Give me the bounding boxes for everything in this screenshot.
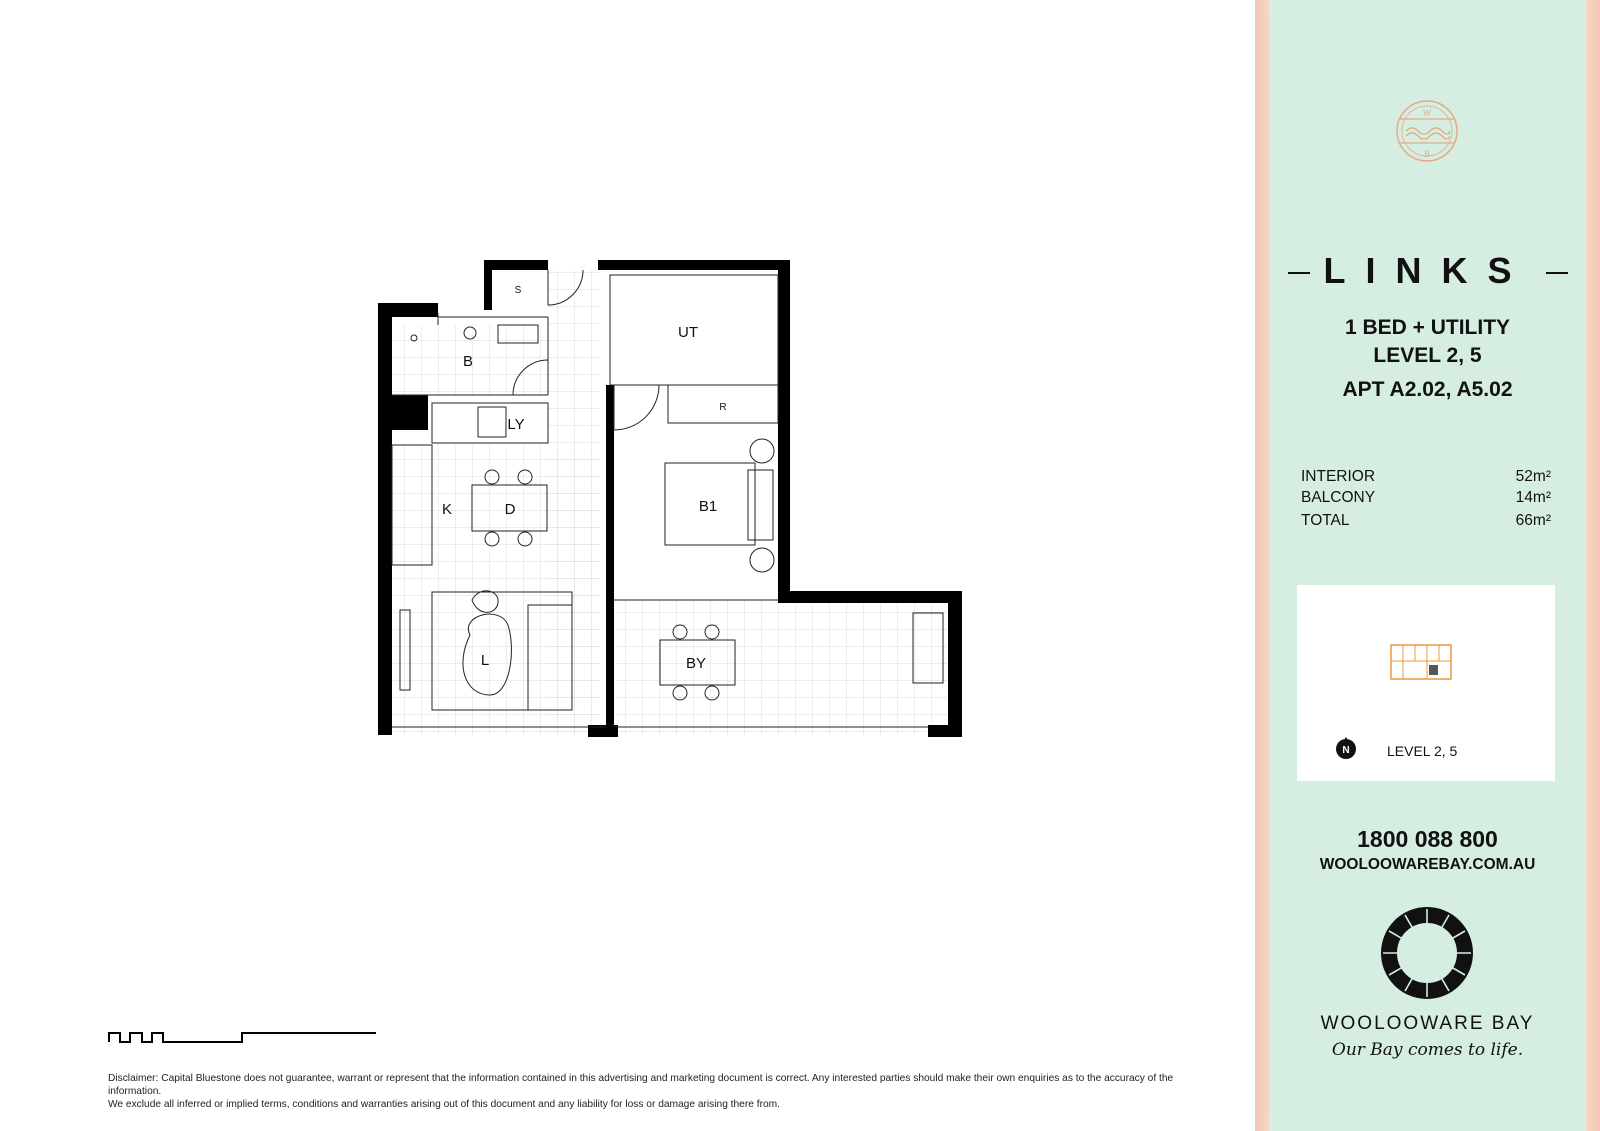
room-label-bedroom: B1 bbox=[698, 498, 718, 515]
website-link[interactable]: WOOLOOWAREBAY.COM.AU bbox=[1319, 856, 1536, 873]
scale-bar bbox=[108, 1030, 383, 1050]
building-key-plan-icon bbox=[1389, 643, 1453, 681]
disclaimer-line-1: Disclaimer: Capital Bluestone does not guarantee, warrant or represent that the information contained in this advertising and marketing document is correct. Any interested parties should make their own enquiries as to the accuracy of the information. bbox=[108, 1073, 1174, 1097]
info-sidebar bbox=[1255, 0, 1600, 1131]
room-label-living: L bbox=[480, 652, 490, 669]
area-label: BALCONY bbox=[1301, 489, 1376, 506]
disclaimer-line-2: We exclude all inferred or implied terms, conditions and warranties arising out of this document and any liability for loss or damage arising there from. bbox=[108, 1099, 780, 1110]
apartment-type: 1 BED + UTILITY bbox=[1344, 316, 1511, 339]
wooloowware-bay-ring-logo-icon bbox=[1377, 903, 1477, 1003]
north-letter: N bbox=[1342, 745, 1350, 756]
brand-name: WOOLOOWARE BAY bbox=[1320, 1013, 1535, 1034]
area-value: 66m² bbox=[1515, 512, 1551, 529]
area-value: 52m² bbox=[1515, 468, 1551, 485]
key-plan bbox=[1297, 585, 1555, 781]
phone-number[interactable]: 1800 088 800 bbox=[1357, 826, 1498, 852]
room-label-kitchen: K bbox=[441, 501, 453, 518]
room-label-bathroom: B bbox=[462, 353, 474, 370]
room-label-laundry: LY bbox=[507, 416, 525, 433]
logo-letter-top: W bbox=[1422, 108, 1432, 118]
apartment-level: LEVEL 2, 5 bbox=[1373, 344, 1482, 367]
room-label-store: S bbox=[514, 285, 522, 296]
logo-letter-bottom: B bbox=[1423, 149, 1431, 159]
brand-tagline: Our Bay comes to life. bbox=[1331, 1040, 1524, 1060]
room-label-utility: UT bbox=[678, 324, 698, 341]
project-title-text: LINKS bbox=[1323, 250, 1532, 291]
project-title bbox=[1269, 250, 1586, 292]
apartment-numbers: APT A2.02, A5.02 bbox=[1342, 378, 1513, 401]
room-label-dining: D bbox=[504, 501, 516, 518]
disclaimer bbox=[108, 1072, 1228, 1111]
title-dash-left bbox=[1288, 272, 1310, 274]
area-value: 14m² bbox=[1515, 489, 1551, 506]
north-arrow-icon bbox=[1335, 736, 1357, 760]
sidebar-panel bbox=[1269, 18, 1586, 1114]
wb-crest-logo-icon bbox=[1392, 83, 1462, 188]
keyplan-level-label: LEVEL 2, 5 bbox=[1387, 743, 1458, 759]
area-label: INTERIOR bbox=[1301, 468, 1376, 485]
room-label-robe: R bbox=[719, 402, 727, 413]
floor-plan bbox=[370, 255, 980, 760]
title-dash-right bbox=[1546, 272, 1568, 274]
room-label-balcony: BY bbox=[685, 655, 707, 672]
area-label: TOTAL bbox=[1301, 512, 1350, 529]
